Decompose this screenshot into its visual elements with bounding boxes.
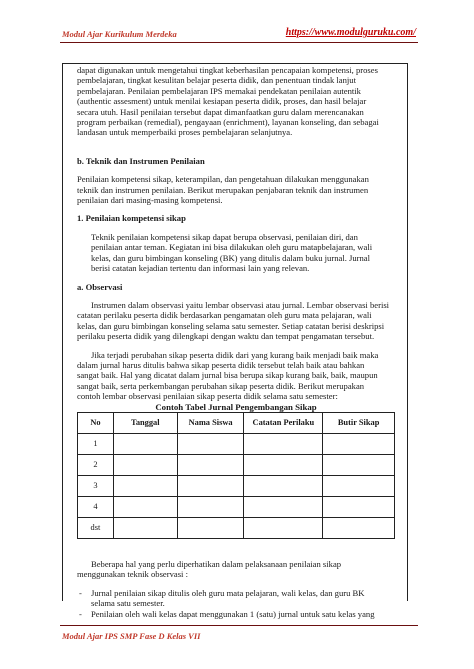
table-cell — [113, 433, 177, 454]
table-cell — [244, 517, 323, 538]
subsection-1-heading: 1. Penilaian kompetensi sikap — [77, 213, 186, 224]
text-line: contoh lembar observasi penilaian sikap peserta didik selama satu semester: — [77, 391, 338, 402]
table-cell — [113, 454, 177, 475]
table-header-cell: Nama Siswa — [177, 412, 244, 433]
text-line: berisi catatan kejadian tertentu dan informasi lain yang relevan. — [91, 263, 310, 274]
table-cell — [323, 433, 395, 454]
section-b-paragraph — [77, 174, 395, 205]
table-cell — [177, 496, 244, 517]
text-line: dapat digunakan untuk mengetahui tingkat keberhasilan pencapaian kompetensi, proses — [77, 65, 378, 75]
row-number: 4 — [78, 496, 114, 517]
table-cell — [244, 496, 323, 517]
header-left-title: Modul Ajar Kurikulum Merdeka — [62, 29, 177, 39]
text-line: catatan perilaku peserta didik berdasarkan pengamatan oleh guru mata pelajaran, wali — [77, 310, 372, 321]
table-cell — [244, 454, 323, 475]
table-row — [78, 454, 395, 475]
bullet-list — [77, 588, 395, 619]
text-line: penilaian antar teman. Kegiatan ini bisa dilakukan oleh guru matapbelajaran, wali — [91, 242, 373, 253]
table-cell — [244, 475, 323, 496]
text-line: Teknik penilaian kompetensi sikap dapat berupa observasi, penilaian diri, dan — [91, 231, 358, 242]
subsection-1-paragraph — [77, 232, 395, 274]
table-row — [78, 433, 395, 454]
section-b-heading: b. Teknik dan Instrumen Penilaian — [77, 155, 205, 166]
text-line: pembelajaran, tingkat kesulitan belajar peserta didik, dan penentuan tindak lanjut — [77, 75, 356, 86]
table-cell — [177, 454, 244, 475]
row-number: dst — [78, 517, 114, 538]
footer-title: Modul Ajar IPS SMP Fase D Kelas VII — [62, 631, 201, 641]
table-row — [78, 517, 395, 538]
table-header-cell: Catatan Perilaku — [244, 412, 323, 433]
closing-paragraph — [77, 559, 395, 580]
table-row — [78, 475, 395, 496]
text-line: teknik dan instrumen penilaian. Berikut merupakan penjabaran teknik dan instrumen — [77, 184, 369, 195]
text-line: secara utuh. Hasil penilaian tersebut dapat dimanfaatkan guru dalam merencanakan — [77, 106, 364, 117]
text-line: Penilaian oleh wali kelas dapat menggunakan 1 (satu) jurnal untuk satu kelas yang — [91, 608, 375, 619]
text-line: menggunakan teknik observasi : — [77, 569, 188, 580]
table-cell — [323, 475, 395, 496]
row-number: 1 — [78, 433, 114, 454]
text-line: landasan untuk memperbaiki proses pembelajaran selanjutnya. — [77, 127, 293, 138]
text-line: Penilaian kompetensi sikap, keterampilan, dan pengetahuan dilakukan menggunakan — [77, 174, 369, 185]
text-line: perilaku peserta didik yang dilengkapi dengan waktu dan tempat pengamatan tersebut. — [77, 331, 375, 342]
table-cell — [177, 433, 244, 454]
header-divider — [60, 42, 418, 43]
table-title: Contoh Tabel Jurnal Pengembangan Sikap — [155, 401, 317, 412]
text-line: pembelajaran. Penilaian pembelajaran IPS memakai pendekatan penilaian autentik — [77, 85, 361, 96]
observasi-paragraph-2 — [77, 350, 395, 402]
text-line: selama satu semester. — [91, 598, 165, 609]
footer-divider — [60, 625, 418, 626]
row-number: 3 — [78, 475, 114, 496]
table-cell — [244, 433, 323, 454]
table-cell — [177, 475, 244, 496]
text-line: dalam jurnal harus ditulis bahwa sikap peserta didik tersebut telah baik atau bahkan — [77, 359, 365, 370]
table-header-row — [78, 412, 395, 433]
table-cell — [113, 475, 177, 496]
table-cell — [323, 454, 395, 475]
text-line: (authentic assesment) untuk menilai kesiapan peserta didik, proses, dan hasil belajar — [77, 96, 367, 107]
header-website-link[interactable]: https://www.modulguruku.com/ — [285, 27, 416, 38]
subsection-a-heading: a. Observasi — [77, 281, 123, 292]
text-line: Jika terjadi perubahan sikap peserta didik dari yang kurang baik menjadi baik maka — [91, 349, 379, 360]
text-line: Instrumen dalam observasi yaitu lembar observasi atau jurnal. Lembar observasi berisi — [91, 299, 390, 310]
observation-journal-table — [77, 412, 395, 539]
intro-paragraph — [77, 65, 395, 138]
list-item: - Jurnal penilaian sikap ditulis oleh guru mata pelajaran, wali kelas, dan guru BK selama satu semester. — [79, 587, 365, 609]
text-line: kelas, dan guru bimbingan konseling selama satu semester. Setiap catatan berisi deskripsi — [77, 320, 385, 331]
table-header-cell: Butir Sikap — [323, 412, 395, 433]
document-body — [77, 65, 395, 619]
text-line: penilaian dari masing-masing kompetensi. — [77, 195, 223, 206]
text-line: kelas, dan guru bimbingan konseling (BK) yang ditulis dalam buku jurnal. Jurnal — [91, 252, 371, 263]
text-line: Beberapa hal yang perlu diperhatikan dalam pelaksanaan penilaian sikap — [91, 558, 342, 569]
table-cell — [177, 517, 244, 538]
table-cell — [113, 517, 177, 538]
text-line: Jurnal penilaian sikap ditulis oleh guru mata pelajaran, wali kelas, dan guru BK — [91, 587, 365, 598]
table-header-cell: Tanggal — [113, 412, 177, 433]
table-row — [78, 496, 395, 517]
text-line: program perbaikan (remedial), pengayaan (enrichment), layanan konseling, dan sebagai — [77, 117, 379, 128]
table-cell — [323, 517, 395, 538]
table-header-cell: No — [78, 412, 114, 433]
text-line: sangat baik. Hal yang dicatat dalam jurnal bisa berupa sikap kurang baik, baik, maupun — [77, 370, 378, 381]
table-cell — [323, 496, 395, 517]
observasi-paragraph-1 — [77, 300, 395, 342]
table-cell — [113, 496, 177, 517]
text-line: sangat baik, serta perkembangan perubahan sikap peserta didik. Berikut merupakan — [77, 380, 365, 391]
list-item: - Penilaian oleh wali kelas dapat menggunakan 1 (satu) jurnal untuk satu kelas yang — [79, 608, 375, 619]
row-number: 2 — [78, 454, 114, 475]
